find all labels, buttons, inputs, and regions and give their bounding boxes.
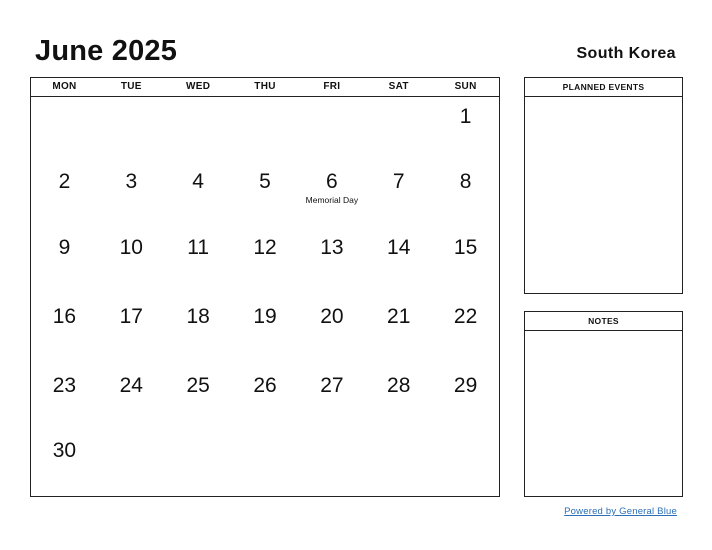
day-cell [98, 366, 165, 431]
day-cell [31, 297, 98, 366]
week-row [31, 431, 499, 493]
day-number: 10 [119, 236, 143, 259]
day-cell [432, 228, 499, 297]
day-number: 3 [125, 170, 138, 193]
day-number: 18 [186, 305, 210, 328]
day-number: 7 [392, 170, 405, 193]
day-cell [31, 228, 98, 297]
day-cell [298, 162, 365, 228]
day-number: 12 [253, 236, 277, 259]
empty-day-cell [98, 431, 165, 493]
week-row [31, 228, 499, 297]
day-number: 16 [52, 305, 77, 328]
day-cell [232, 228, 299, 297]
empty-day-cell [232, 97, 299, 162]
day-number: 22 [453, 305, 478, 328]
weekday-tue: TUE [120, 81, 142, 92]
day-cell [31, 366, 98, 431]
empty-day-cell [232, 431, 299, 493]
day-number: 13 [320, 236, 344, 259]
day-cell [298, 297, 365, 366]
day-number: 19 [253, 305, 277, 328]
day-number: 30 [52, 439, 77, 462]
empty-day-cell [31, 97, 98, 162]
weekday-thu: THU [254, 81, 276, 92]
day-number: 14 [387, 236, 411, 259]
country-label: South Korea [576, 45, 676, 62]
day-number: 8 [459, 170, 472, 193]
empty-day-cell [365, 97, 432, 162]
holiday-label: Memorial Day [305, 195, 359, 205]
week-row [31, 162, 499, 228]
day-cell [365, 297, 432, 366]
powered-by-link[interactable]: Powered by General Blue [564, 506, 677, 517]
day-cell [98, 228, 165, 297]
weekday-sat: SAT [388, 81, 409, 92]
weekday-sun: SUN [454, 81, 477, 92]
day-number: 17 [119, 305, 143, 328]
day-number: 28 [387, 374, 411, 397]
empty-day-cell [298, 431, 365, 493]
weekday-fri: FRI [323, 81, 341, 92]
notes-panel [524, 311, 683, 497]
week-row [31, 97, 499, 162]
day-number: 2 [58, 170, 71, 193]
day-number: 25 [186, 374, 210, 397]
weekday-mon: MON [52, 81, 77, 92]
day-number: 15 [453, 236, 478, 259]
page-title: June 2025 [35, 35, 178, 67]
day-number: 23 [52, 374, 77, 397]
day-cell [31, 431, 98, 493]
week-row [31, 366, 499, 431]
calendar-weeks [31, 97, 499, 493]
empty-day-cell [365, 431, 432, 493]
day-cell [165, 228, 232, 297]
day-number: 11 [187, 236, 210, 259]
day-number: 4 [192, 170, 204, 193]
day-cell [365, 162, 432, 228]
day-number: 26 [253, 374, 277, 397]
month-calendar [30, 77, 500, 497]
day-cell [365, 366, 432, 431]
weekday-wed: WED [186, 81, 211, 92]
week-row [31, 297, 499, 366]
empty-day-cell [165, 431, 232, 493]
planned-events-panel [524, 77, 683, 294]
day-cell [365, 228, 432, 297]
day-cell [298, 228, 365, 297]
day-cell [232, 297, 299, 366]
empty-day-cell [165, 97, 232, 162]
day-cell [31, 162, 98, 228]
day-cell [432, 97, 499, 162]
day-number: 29 [453, 374, 478, 397]
day-cell [432, 162, 499, 228]
weekday-header-row [31, 78, 499, 97]
day-cell [98, 297, 165, 366]
empty-day-cell [98, 97, 165, 162]
notes-heading: NOTES [525, 312, 682, 331]
empty-day-cell [298, 97, 365, 162]
empty-day-cell [432, 431, 499, 493]
day-number: 21 [387, 305, 411, 328]
day-number: 1 [459, 105, 472, 128]
day-cell [232, 366, 299, 431]
day-cell [298, 366, 365, 431]
day-number: 9 [58, 236, 71, 259]
planned-events-heading: PLANNED EVENTS [525, 78, 682, 97]
day-number: 20 [320, 305, 344, 328]
day-cell [165, 297, 232, 366]
day-cell [232, 162, 299, 228]
day-cell [165, 366, 232, 431]
day-number: 5 [259, 170, 271, 193]
day-cell [165, 162, 232, 228]
day-number: 24 [119, 374, 143, 397]
day-number: 6 [326, 170, 338, 193]
day-cell [98, 162, 165, 228]
day-number: 27 [320, 374, 344, 397]
day-cell [432, 297, 499, 366]
day-cell [432, 366, 499, 431]
